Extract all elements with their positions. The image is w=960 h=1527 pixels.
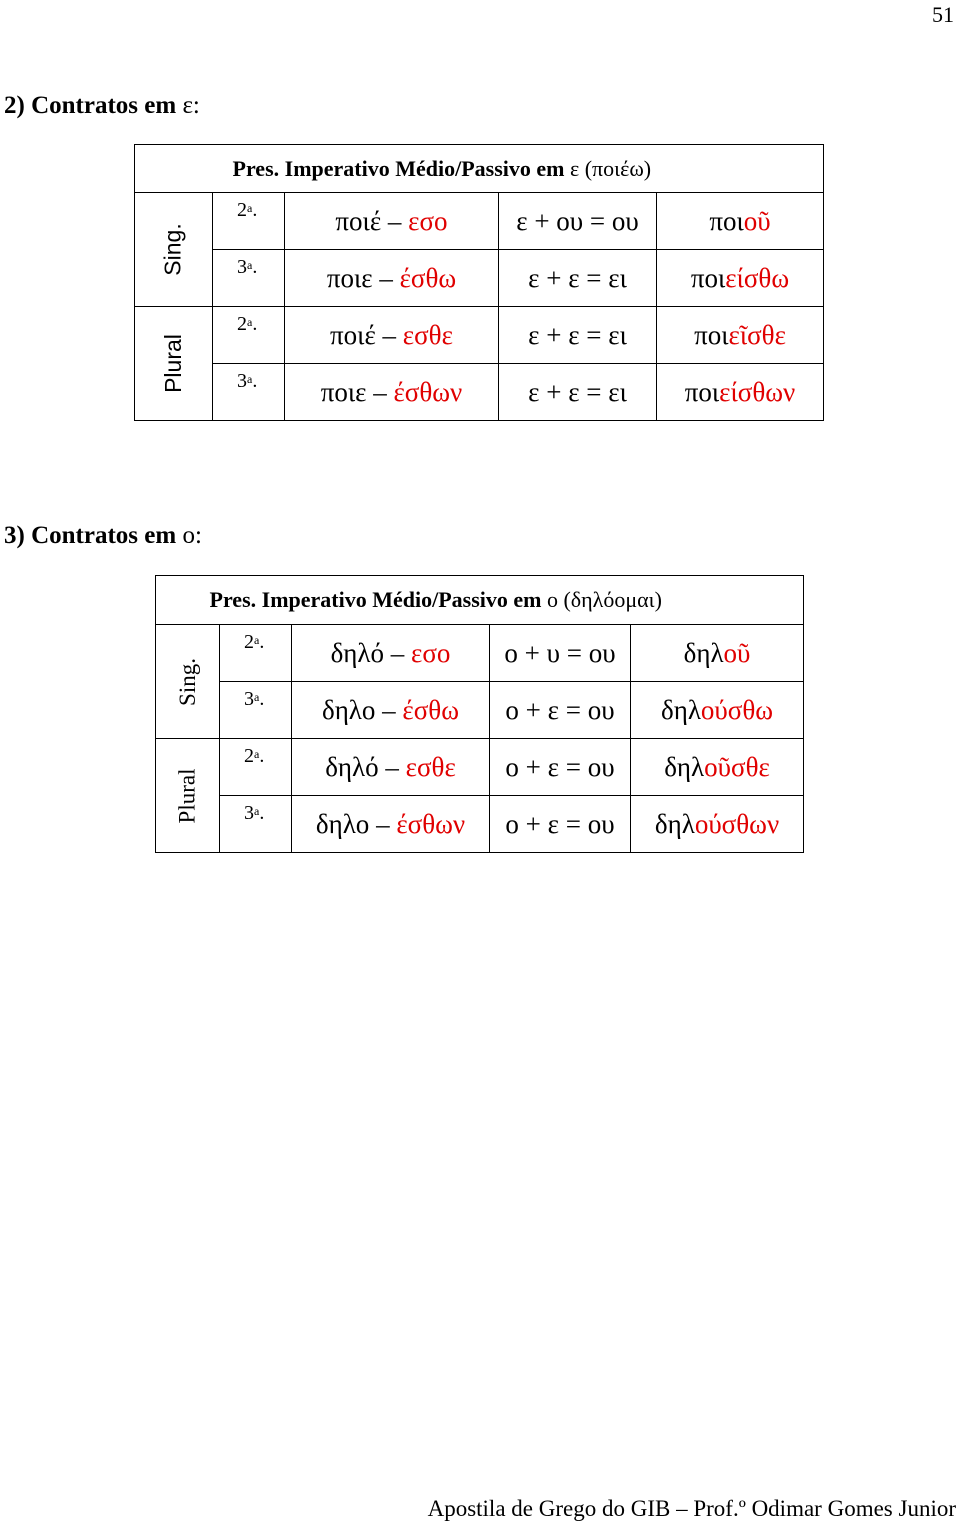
singular-label: Sing.: [160, 223, 186, 276]
contraction-rule: ε + ε = ει: [499, 364, 657, 421]
contracted-form: ποιεῖσθε: [657, 307, 824, 364]
conjugation-table-o: [155, 575, 804, 853]
table-title-text: Pres. Imperativo Médio/Passivo em: [232, 155, 570, 181]
page-number: 51: [932, 2, 954, 27]
table-row: [135, 193, 824, 250]
contraction-rule: ε + ε = ει: [499, 307, 657, 364]
section-heading-o-text: 3) Contratos em: [4, 522, 183, 549]
plural-label: Plural: [160, 334, 186, 393]
form-cell: ποιέ – εσθε: [285, 307, 499, 364]
singular-label: Sing.: [174, 657, 200, 706]
table-row: [156, 625, 804, 682]
table-title-text: Pres. Imperativo Médio/Passivo em: [209, 587, 547, 612]
contracted-form: δηλούσθω: [631, 682, 804, 739]
table-title: [209, 576, 804, 625]
plural-label: Plural: [174, 768, 200, 823]
form-cell: ποιέ – εσο: [285, 193, 499, 250]
form-cell: δηλο – έσθω: [292, 682, 490, 739]
contracted-form: ποιοῦ: [657, 193, 824, 250]
person-number: 2$^a$.: [213, 307, 285, 364]
contraction-rule: ο + ε = ου: [490, 796, 631, 853]
person-number: 3$^a$.: [213, 364, 285, 421]
table-row: [135, 250, 824, 307]
table-row: [156, 682, 804, 739]
form-cell: δηλό – εσθε: [292, 739, 490, 796]
contraction-rule: ο + υ = ου: [490, 625, 631, 682]
contracted-form: ποιείσθω: [657, 250, 824, 307]
contraction-rule: ο + ε = ου: [490, 739, 631, 796]
section-heading-e-text: 2) Contratos em: [4, 92, 183, 119]
table-row: [135, 307, 824, 364]
person-number: 3$^a$.: [220, 796, 292, 853]
contracted-form: δηλοῦ: [631, 625, 804, 682]
table-row: [135, 364, 824, 421]
person-number: 2$^a$.: [220, 739, 292, 796]
contracted-form: ποιείσθων: [657, 364, 824, 421]
table-row: [156, 796, 804, 853]
form-cell: ποιε – έσθω: [285, 250, 499, 307]
conjugation-table-e: [134, 144, 824, 421]
section-heading-e-greek: ε:: [182, 92, 200, 119]
section-heading-o: [4, 522, 202, 550]
row-group-plural: [135, 307, 213, 421]
contraction-rule: ε + ου = ου: [499, 193, 657, 250]
person-number: 2$^a$.: [213, 193, 285, 250]
section-heading-e: [4, 92, 200, 120]
row-group-singular: [135, 193, 213, 307]
row-group-plural: [156, 739, 220, 853]
form-cell: ποιε – έσθων: [285, 364, 499, 421]
table-title: [213, 145, 824, 193]
table-title-greek: ο (δηλόομαι): [546, 587, 662, 612]
table-row: [156, 739, 804, 796]
row-group-singular: [156, 625, 220, 739]
table-corner: [135, 145, 213, 193]
form-cell: δηλο – έσθων: [292, 796, 490, 853]
contraction-rule: ο + ε = ου: [490, 682, 631, 739]
contracted-form: δηλοῦσθε: [631, 739, 804, 796]
person-number: 2$^a$.: [220, 625, 292, 682]
contracted-form: δηλούσθων: [631, 796, 804, 853]
form-cell: δηλό – εσο: [292, 625, 490, 682]
table-title-greek: ε (ποιέω): [569, 155, 652, 181]
person-number: 3$^a$.: [213, 250, 285, 307]
contraction-rule: ε + ε = ει: [499, 250, 657, 307]
person-number: 3$^a$.: [220, 682, 292, 739]
section-heading-o-greek: ο:: [182, 522, 202, 549]
page-footer: Apostila de Grego do GIB – Prof.º Odimar Gomes Junior: [427, 1496, 956, 1521]
